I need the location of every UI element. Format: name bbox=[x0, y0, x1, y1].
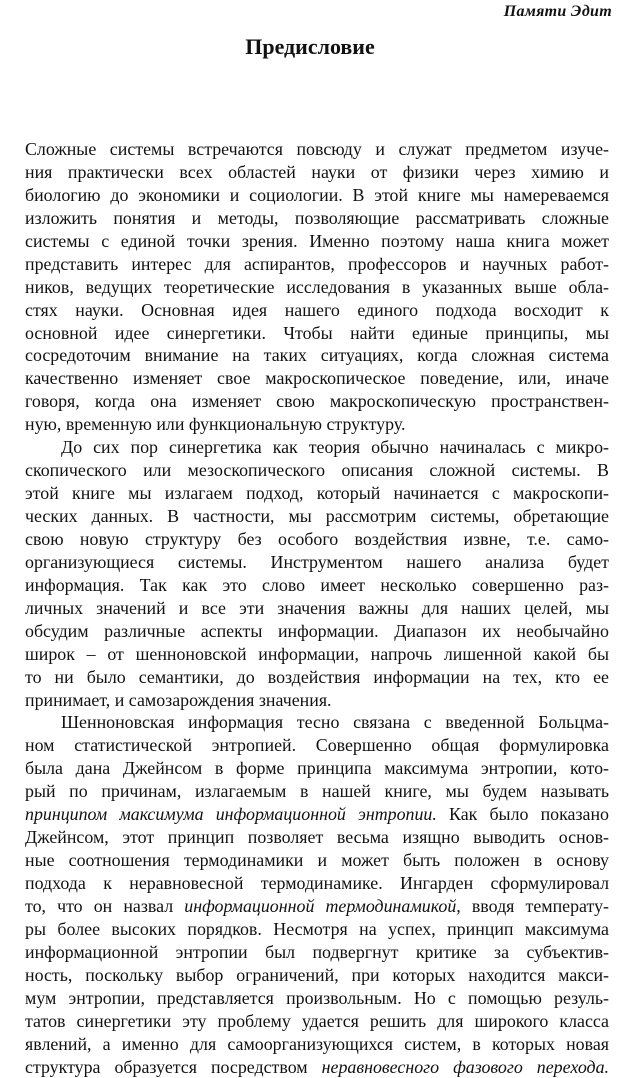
text-line bbox=[25, 253, 609, 276]
text-line bbox=[25, 666, 609, 689]
text-segment: биологию до экономики и социологии. В этой книге мы намереваемся bbox=[25, 185, 609, 205]
text-segment: структура образуется посредством bbox=[25, 1057, 322, 1077]
text-line bbox=[25, 1056, 609, 1078]
text-segment: была дана Джейнсом в форме принципа максимума энтропии, кото- bbox=[25, 758, 609, 778]
text-line bbox=[25, 344, 609, 367]
text-segment: ния практически всех областей науки от физики через химию и bbox=[25, 162, 609, 182]
text-line bbox=[25, 987, 609, 1010]
text-line bbox=[25, 826, 609, 849]
text-segment: Джейнсом, этот принцип позволяет весьма изящно выводить основ- bbox=[25, 827, 609, 847]
text-line bbox=[25, 367, 609, 390]
text-line bbox=[25, 849, 609, 872]
text-line bbox=[25, 757, 609, 780]
text-line bbox=[25, 895, 609, 918]
text-line bbox=[25, 390, 609, 413]
italic-term: принципом максимума информационной энтропии. bbox=[25, 804, 437, 824]
text-segment: До сих пор синергетика как теория обычно начиналась с микро- bbox=[61, 437, 609, 457]
text-line bbox=[25, 505, 609, 528]
text-segment: информационной энтропии был подвергнут критике за субъектив- bbox=[25, 942, 609, 962]
text-segment: Как было показано bbox=[437, 804, 609, 824]
text-segment: ников, ведущих теоретические исследования в указанных выше обла- bbox=[25, 277, 609, 297]
text-line bbox=[25, 230, 609, 253]
text-line bbox=[25, 138, 609, 161]
text-line bbox=[25, 1033, 609, 1056]
text-line bbox=[25, 207, 609, 230]
text-line bbox=[25, 734, 609, 757]
text-line bbox=[25, 551, 609, 574]
text-segment: то ни было семантики, до воздействия информации на тех, кто ее bbox=[25, 667, 609, 687]
text-line bbox=[25, 941, 609, 964]
text-segment: стях науки. Основная идея нашего единого подхода восходит к bbox=[25, 300, 609, 320]
text-segment: татов синергетики эту проблему удается решить для широкого класса bbox=[25, 1011, 609, 1031]
text-line bbox=[25, 459, 609, 482]
text-segment: сосредоточим внимание на таких ситуациях, когда сложная система bbox=[25, 345, 609, 365]
text-segment: Сложные системы встречаются повсюду и служат предметом изуче- bbox=[25, 139, 609, 159]
text-segment: организующиеся системы. Инструментом нашего анализа будет bbox=[25, 552, 609, 572]
page-title: Предисловие bbox=[0, 34, 620, 60]
text-segment: скопического или мезоскопического описания сложной системы. В bbox=[25, 460, 609, 480]
text-line bbox=[25, 276, 609, 299]
text-segment: изложить понятия и методы, позволяющие рассматривать сложные bbox=[25, 208, 609, 228]
text-segment: свою новую структуру без особого воздействия извне, т.е. само- bbox=[25, 529, 609, 549]
text-segment: принимает, и самозарождения значения. bbox=[25, 690, 332, 710]
text-line bbox=[25, 597, 609, 620]
text-segment: рый по причинам, излагаемым в нашей книге, мы будем называть bbox=[25, 781, 609, 801]
text-line bbox=[25, 620, 609, 643]
text-segment: явлений, а именно для самоорганизующихся систем, в которых новая bbox=[25, 1034, 609, 1054]
italic-term: информационной термодинамикой, bbox=[184, 896, 461, 916]
text-segment: ры более высоких порядков. Несмотря на успех, принцип максимума bbox=[25, 919, 609, 939]
text-segment: ную, временную или функциональную структуру. bbox=[25, 414, 405, 434]
text-segment: ность, поскольку выбор ограничений, при которых находится макси- bbox=[25, 965, 609, 985]
text-segment: представить интерес для аспирантов, профессоров и научных работ- bbox=[25, 254, 609, 274]
text-segment: основной идее синергетики. Чтобы найти единые принципы, мы bbox=[25, 323, 609, 343]
text-line bbox=[25, 482, 609, 505]
text-line bbox=[25, 711, 609, 734]
text-segment: мум энтропии, представляется произвольным. Но с помощью резуль- bbox=[25, 988, 609, 1008]
dedication: Памяти Эдит bbox=[504, 3, 612, 21]
text-segment: информация. Так как это слово имеет несколько совершенно раз- bbox=[25, 575, 609, 595]
text-segment: то, что он назвал bbox=[25, 896, 184, 916]
text-line bbox=[25, 964, 609, 987]
text-line bbox=[25, 803, 609, 826]
text-segment: обсудим различные аспекты информации. Диапазон их необычайно bbox=[25, 621, 609, 641]
text-line bbox=[25, 436, 609, 459]
text-line bbox=[25, 872, 609, 895]
text-segment: качественно изменяет свое макроскопическое поведение, или, иначе bbox=[25, 368, 609, 388]
text-line bbox=[25, 413, 609, 436]
text-segment: системы с единой точки зрения. Именно поэтому наша книга может bbox=[25, 231, 609, 251]
text-segment: говоря, когда она изменяет свою макроскопическую пространствен- bbox=[25, 391, 609, 411]
text-segment: личных значений и все эти значения важны для наших целей, мы bbox=[25, 598, 609, 618]
text-line bbox=[25, 322, 609, 345]
text-line bbox=[25, 918, 609, 941]
text-segment: широк – от шенноновской информации, напрочь лишенной какой бы bbox=[25, 644, 609, 664]
text-line bbox=[25, 528, 609, 551]
text-segment: ческих данных. В частности, мы рассмотрим системы, обретающие bbox=[25, 506, 609, 526]
text-line bbox=[25, 299, 609, 322]
italic-term: неравновесного фазового перехода. bbox=[322, 1057, 609, 1077]
text-line bbox=[25, 689, 609, 712]
text-segment: вводя температу- bbox=[461, 896, 609, 916]
text-line bbox=[25, 161, 609, 184]
text-line bbox=[25, 780, 609, 803]
text-segment: ном статистической энтропией. Совершенно общая формулировка bbox=[25, 735, 609, 755]
text-line bbox=[25, 574, 609, 597]
text-line bbox=[25, 643, 609, 666]
text-segment: Шенноновская информация тесно связана с введенной Больцма- bbox=[61, 712, 609, 732]
text-segment: этой книге мы излагаем подход, который начинается с макроскопи- bbox=[25, 483, 609, 503]
text-segment: подхода к неравновесной термодинамике. Ингарден сформулировал bbox=[25, 873, 609, 893]
text-line bbox=[25, 1010, 609, 1033]
text-segment: ные соотношения термодинамики и может быть положен в основу bbox=[25, 850, 609, 870]
text-line bbox=[25, 184, 609, 207]
body-text bbox=[25, 138, 609, 1078]
